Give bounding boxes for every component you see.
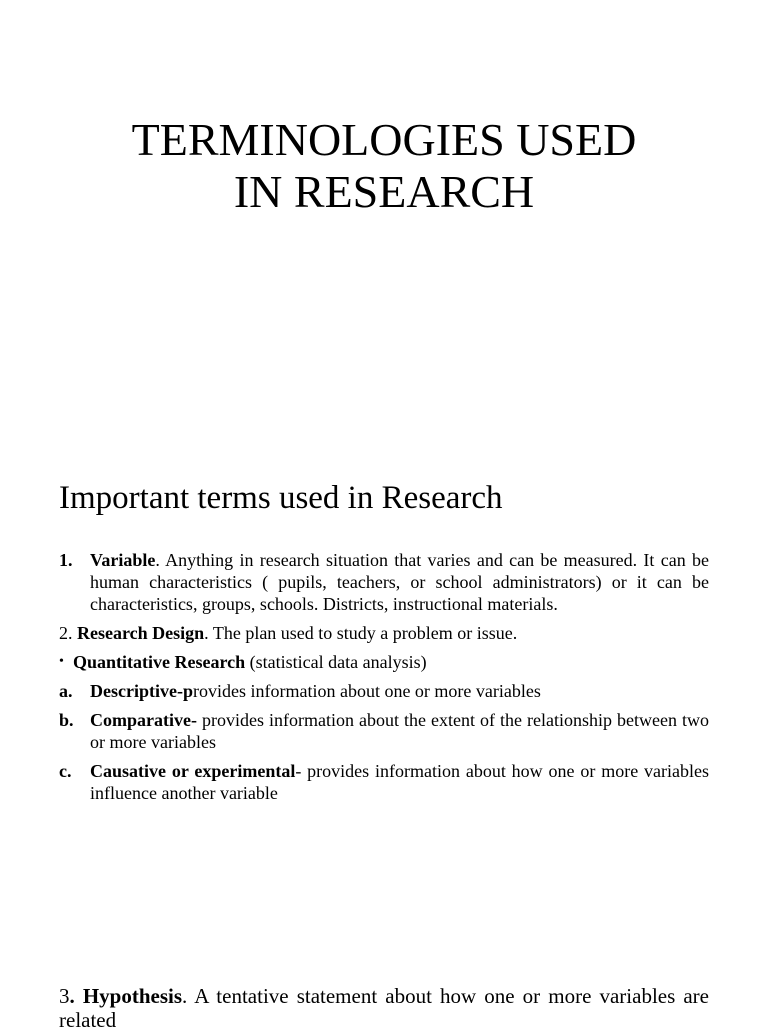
term-descriptive xyxy=(59,680,709,702)
term-body xyxy=(90,549,709,615)
term-name: Causative or experimental xyxy=(90,761,296,781)
slide-title xyxy=(0,114,768,218)
term-research-design xyxy=(59,622,709,644)
term-definition: . The plan used to study a problem or issue. xyxy=(204,623,518,643)
list-marker: b. xyxy=(59,710,74,730)
list-marker: 3 xyxy=(59,984,70,1008)
list-marker: c. xyxy=(59,761,72,781)
term-definition: (statistical data analysis) xyxy=(245,652,427,672)
bullet-marker: • xyxy=(59,654,64,669)
term-definition: - provides information about how one or more variables influence another variable xyxy=(90,761,709,803)
list-marker: a. xyxy=(59,681,73,701)
slide-title-line-1: TERMINOLOGIES USED xyxy=(131,114,637,165)
slide-title-line-2: IN RESEARCH xyxy=(233,166,535,217)
term-definition: provides information about the extent of the relationship between two or more variables xyxy=(90,710,709,752)
term-name: Comparative- xyxy=(90,710,197,730)
term-name: Variable xyxy=(90,550,156,570)
term-body xyxy=(90,680,709,702)
term-variable xyxy=(59,549,709,615)
term-name: Descriptive-p xyxy=(90,681,193,701)
term-definition: rovides information about one or more variables xyxy=(192,681,541,701)
term-definition: . A tentative statement about how one or more variables are related xyxy=(59,984,709,1032)
term-list xyxy=(59,549,709,811)
section-heading: Important terms used in Research xyxy=(59,480,503,516)
list-marker: 1. xyxy=(59,550,73,570)
term-quantitative-research xyxy=(59,651,709,673)
term-body xyxy=(73,651,709,673)
term-name: Research Design xyxy=(77,623,205,643)
term-name: . Hypothesis xyxy=(69,984,183,1008)
term-hypothesis xyxy=(59,984,709,1032)
term-body xyxy=(90,760,709,804)
term-comparative xyxy=(59,709,709,753)
term-body xyxy=(59,622,709,644)
term-name: Quantitative Research xyxy=(73,652,246,672)
term-body xyxy=(90,709,709,753)
term-causative xyxy=(59,760,709,804)
list-marker: 2. xyxy=(59,623,77,643)
term-definition: . Anything in research situation that varies and can be measured. It can be human characteristics ( pupils, teachers, or school administrators) or it can be characteristics, groups, schools. Districts, instructional materials. xyxy=(90,550,709,614)
